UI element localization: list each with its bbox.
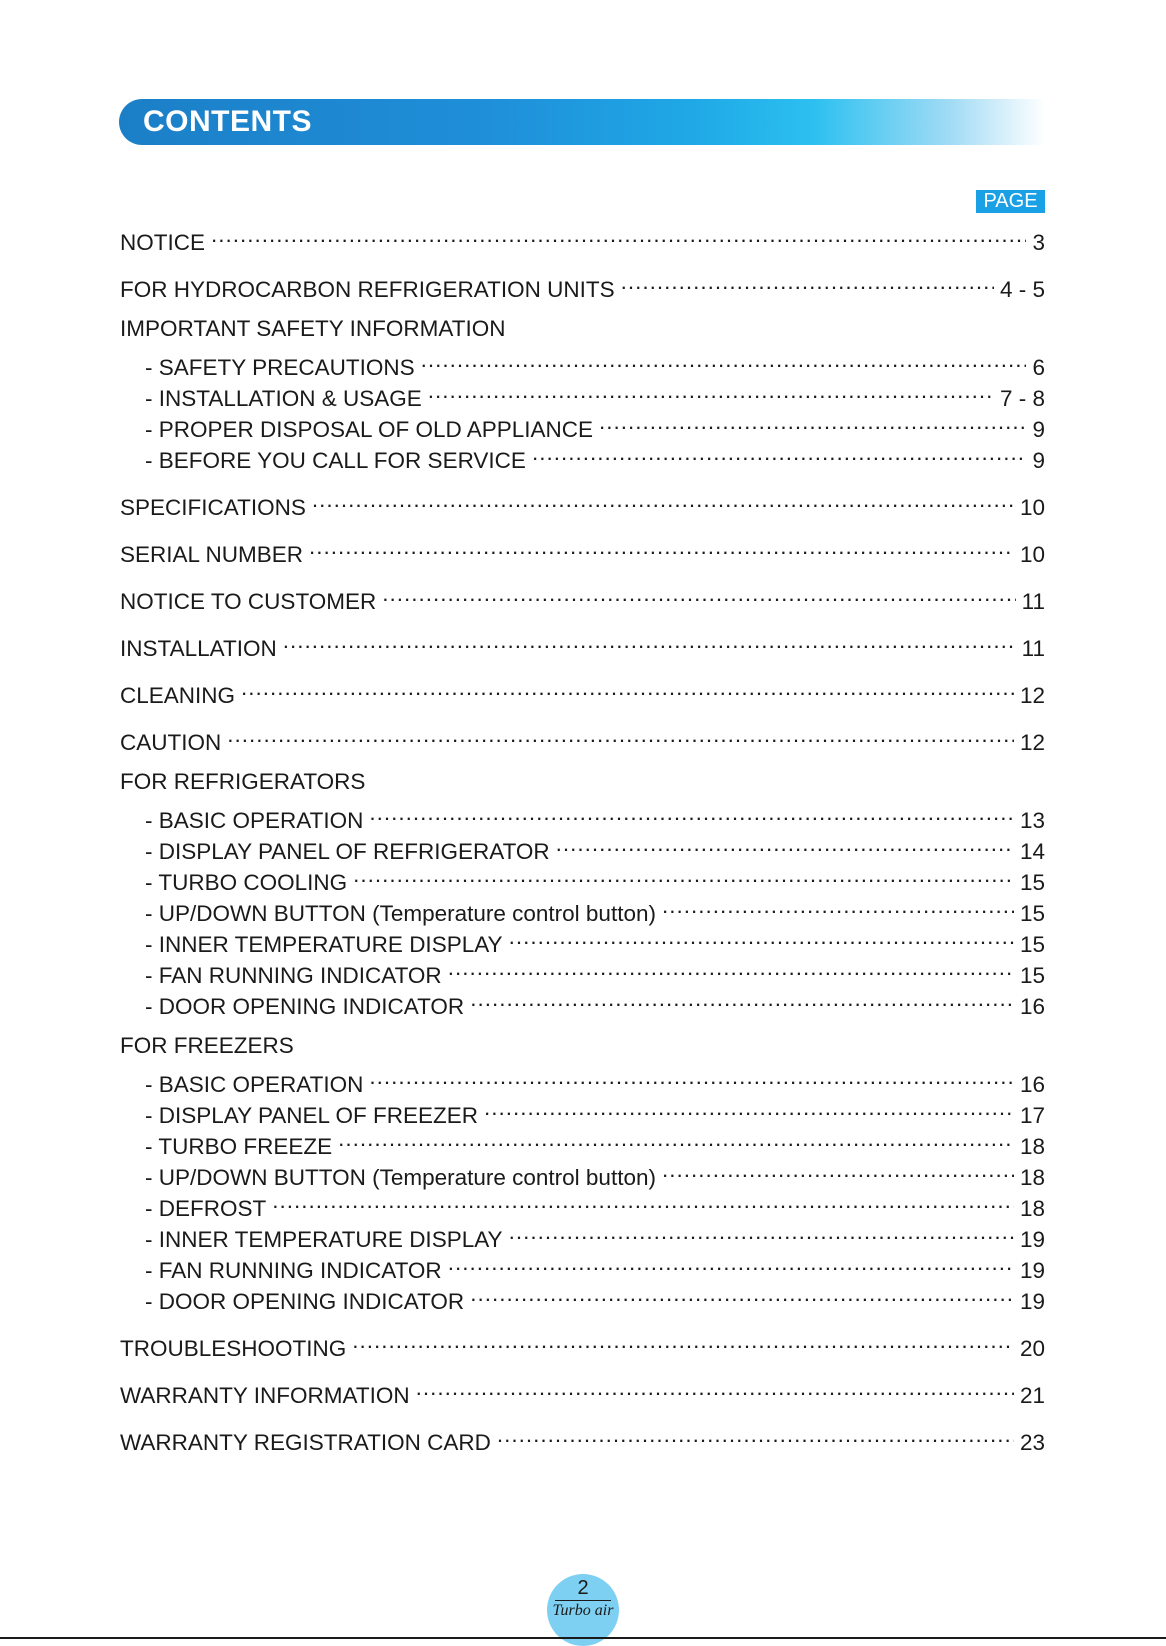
toc-section-heading-refrigerators: FOR REFRIGERATORS (120, 769, 366, 794)
toc-entry-label: CAUTION (120, 730, 222, 755)
dot-leader (382, 579, 1015, 609)
toc-entry-label: WARRANTY REGISTRATION CARD (120, 1430, 491, 1455)
dot-leader (621, 267, 994, 297)
toc-entry-label: WARRANTY INFORMATION (120, 1383, 410, 1408)
toc-entry-label: - TURBO FREEZE (145, 1134, 333, 1159)
toc-entry-hydrocarbon[interactable] (120, 267, 1045, 302)
dot-leader (556, 829, 1014, 859)
toc-entry-specifications[interactable] (120, 485, 1045, 520)
contents-title-bar (119, 99, 1045, 145)
toc-entry-label: SPECIFICATIONS (120, 495, 306, 520)
dot-leader (338, 1124, 1014, 1154)
toc-subentry[interactable] (145, 798, 1045, 833)
toc-entry-label: - INNER TEMPERATURE DISPLAY (145, 1227, 503, 1252)
toc-entry-label: NOTICE (120, 230, 206, 255)
toc-subentry[interactable] (145, 1124, 1045, 1159)
toc-page-number: 15 (1019, 963, 1045, 988)
toc-entry-label: - DISPLAY PANEL OF REFRIGERATOR (145, 839, 550, 864)
toc-page-number: 14 (1019, 839, 1045, 864)
dot-leader (369, 798, 1014, 828)
toc-entry-cleaning[interactable] (120, 673, 1045, 708)
dot-leader (448, 1248, 1014, 1278)
toc-page-number: 6 (1032, 355, 1045, 380)
toc-entry-label: - FAN RUNNING INDICATOR (145, 963, 442, 988)
toc-entry-installation[interactable] (120, 626, 1045, 661)
toc-page-number: 17 (1019, 1103, 1045, 1128)
dot-leader (353, 860, 1014, 890)
toc-entry-notice[interactable] (120, 220, 1045, 255)
toc-subentry[interactable] (145, 891, 1045, 926)
toc-entry-label: INSTALLATION (120, 636, 277, 661)
toc-subentry[interactable] (145, 1279, 1045, 1314)
toc-page-number: 18 (1019, 1196, 1045, 1221)
toc-entry-label: - DEFROST (145, 1196, 267, 1221)
dot-leader (497, 1420, 1014, 1450)
toc-entry-warranty-information[interactable] (120, 1373, 1045, 1408)
toc-entry-label: NOTICE TO CUSTOMER (120, 589, 377, 614)
page-title: CONTENTS (143, 105, 312, 138)
dot-leader (599, 407, 1026, 437)
toc-subentry[interactable] (145, 438, 1045, 473)
dot-leader (369, 1062, 1014, 1092)
toc-entry-label: - PROPER DISPOSAL OF OLD APPLIANCE (145, 417, 594, 442)
dot-leader (532, 438, 1027, 468)
toc-page-number: 11 (1021, 589, 1045, 614)
toc-subentry[interactable] (145, 1186, 1045, 1221)
toc-page-number: 19 (1019, 1258, 1045, 1283)
dot-leader (352, 1326, 1014, 1356)
toc-page-number: 4 - 5 (999, 277, 1045, 302)
toc-page-number: 16 (1019, 1072, 1045, 1097)
toc-entry-notice-to-customer[interactable] (120, 579, 1045, 614)
dot-leader (662, 891, 1014, 921)
toc-subentry[interactable] (145, 922, 1045, 957)
toc-entry-label: SERIAL NUMBER (120, 542, 303, 567)
toc-subentry[interactable] (145, 829, 1045, 864)
toc-entry-label: - DOOR OPENING INDICATOR (145, 994, 465, 1019)
page-column-label: PAGE (976, 190, 1045, 213)
dot-leader (509, 1217, 1014, 1247)
toc-page-number: 15 (1019, 870, 1045, 895)
dot-leader (416, 1373, 1014, 1403)
toc-entry-label: - TURBO COOLING (145, 870, 348, 895)
toc-page-number: 19 (1019, 1227, 1045, 1252)
toc-subentry[interactable] (145, 376, 1045, 411)
toc-page-number: 10 (1019, 495, 1045, 520)
page-number: 2 (577, 1577, 589, 1599)
toc-entry-caution[interactable] (120, 720, 1045, 755)
dot-leader (272, 1186, 1014, 1216)
toc-page-number: 23 (1019, 1430, 1045, 1455)
toc-page-number: 19 (1019, 1289, 1045, 1314)
page-number-badge (547, 1574, 619, 1646)
dot-leader (241, 673, 1014, 703)
toc-entry-label: - DISPLAY PANEL OF FREEZER (145, 1103, 478, 1128)
toc-page-number: 9 (1032, 448, 1045, 473)
toc-entry-label: - BASIC OPERATION (145, 1072, 364, 1097)
toc-subentry[interactable] (145, 1062, 1045, 1097)
toc-subentry[interactable] (145, 1217, 1045, 1252)
dot-leader (484, 1093, 1014, 1123)
toc-entry-label: - INSTALLATION & USAGE (145, 386, 422, 411)
dot-leader (312, 485, 1014, 515)
toc-entry-label: - BEFORE YOU CALL FOR SERVICE (145, 448, 526, 473)
toc-page-number: 21 (1019, 1383, 1045, 1408)
dot-leader (470, 984, 1014, 1014)
toc-section-heading-safety: IMPORTANT SAFETY INFORMATION (120, 316, 506, 341)
dot-leader (509, 922, 1014, 952)
toc-entry-serial-number[interactable] (120, 532, 1045, 567)
toc-subentry[interactable] (145, 345, 1045, 380)
toc-entry-label: - UP/DOWN BUTTON (Temperature control button) (145, 1165, 656, 1190)
dot-leader (211, 220, 1026, 250)
toc-entry-label: - DOOR OPENING INDICATOR (145, 1289, 465, 1314)
toc-subentry[interactable] (145, 1155, 1045, 1190)
toc-entry-label: - INNER TEMPERATURE DISPLAY (145, 932, 503, 957)
toc-subentry[interactable] (145, 860, 1045, 895)
toc-subentry[interactable] (145, 984, 1045, 1019)
toc-page-number: 12 (1019, 683, 1045, 708)
dot-leader (470, 1279, 1014, 1309)
dot-leader (227, 720, 1014, 750)
toc-page-number: 18 (1019, 1165, 1045, 1190)
dot-leader (428, 376, 994, 406)
dot-leader (283, 626, 1016, 656)
toc-entry-label: - SAFETY PRECAUTIONS (145, 355, 415, 380)
footer-divider (555, 1600, 611, 1601)
toc-entry-label: - BASIC OPERATION (145, 808, 364, 833)
toc-section-heading-freezers: FOR FREEZERS (120, 1033, 294, 1058)
toc-page-number: 15 (1019, 932, 1045, 957)
toc-page-number: 11 (1021, 636, 1045, 661)
toc-subentry[interactable] (145, 1248, 1045, 1283)
toc-entry-troubleshooting[interactable] (120, 1326, 1045, 1361)
toc-entry-label: - UP/DOWN BUTTON (Temperature control button) (145, 901, 656, 926)
toc-page-number: 15 (1019, 901, 1045, 926)
dot-leader (662, 1155, 1014, 1185)
toc-entry-label: FOR HYDROCARBON REFRIGERATION UNITS (120, 277, 615, 302)
brand-logo-text: Turbo air (552, 1602, 614, 1619)
toc-page-number: 3 (1032, 230, 1045, 255)
toc-page-number: 18 (1019, 1134, 1045, 1159)
toc-page-number: 20 (1019, 1336, 1045, 1361)
toc-subentry[interactable] (145, 407, 1045, 442)
toc-page-number: 7 - 8 (999, 386, 1045, 411)
dot-leader (421, 345, 1027, 375)
toc-page-number: 12 (1019, 730, 1045, 755)
dot-leader (309, 532, 1014, 562)
toc-page-number: 16 (1019, 994, 1045, 1019)
toc-page-number: 10 (1019, 542, 1045, 567)
toc-entry-label: - FAN RUNNING INDICATOR (145, 1258, 442, 1283)
dot-leader (448, 953, 1014, 983)
toc-page-number: 9 (1032, 417, 1045, 442)
toc-entry-warranty-registration-card[interactable] (120, 1420, 1045, 1455)
toc-subentry[interactable] (145, 953, 1045, 988)
toc-page-number: 13 (1019, 808, 1045, 833)
toc-entry-label: CLEANING (120, 683, 236, 708)
toc-entry-label: TROUBLESHOOTING (120, 1336, 347, 1361)
toc-subentry[interactable] (145, 1093, 1045, 1128)
